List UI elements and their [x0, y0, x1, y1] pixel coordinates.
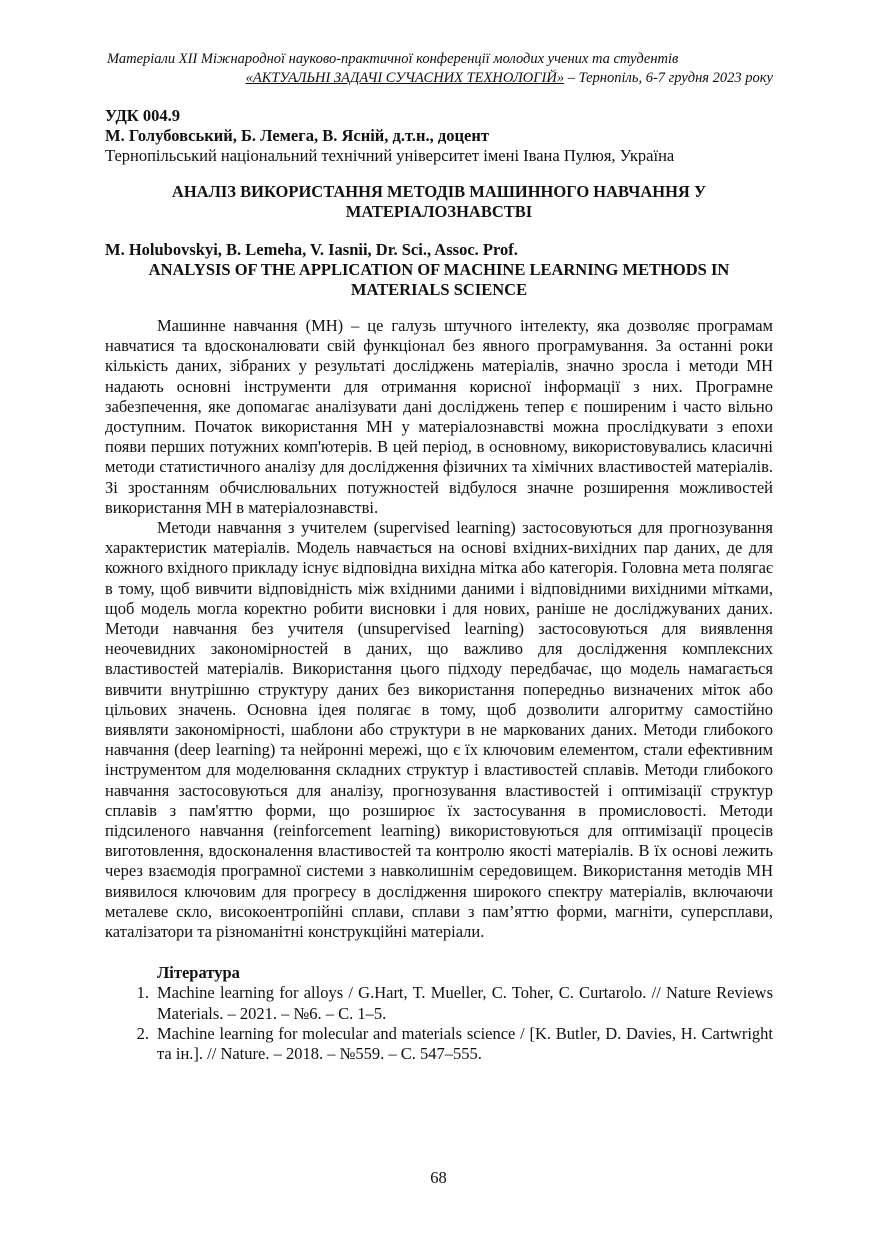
title-en: ANALYSIS OF THE APPLICATION OF MACHINE LEARNING METHODS IN MATERIALS SCIENCE: [148, 260, 730, 299]
authors-en: M. Holubovskyi, B. Lemeha, V. Iasnii, Dr. Sci., Assoc. Prof.: [105, 240, 518, 259]
paragraph: Машинне навчання (МН) – це галузь штучного інтелекту, яка дозволяє програмам навчатися та вдосконалювати свій функціонал без явного програмування. За останні роки кількість даних, зібраних у результаті досліджень матеріалів, значно зросла і методи МН надають основні інструменти для отримання корисної інформації з них. Програмне забезпечення, яке допомагає аналізувати дані досліджень тепер є поширеним і часто вільно доступним. Початок використання МН у матеріалознавстві можна прослідкувати з епохи появи перших потужних комп'ютерів. В цей період, в основному, використовувались класичні методи статистичного аналізу для дослідження фізичних та хімічних властивостей матеріалів. Зі зростанням обчислювальних потужностей відбулося значне розширення можливостей використання МН в матеріалознавстві.: [105, 316, 773, 517]
references-list: [105, 983, 773, 1064]
page-number: 68: [430, 1168, 447, 1187]
paragraph: Методи навчання з учителем (supervised learning) застосовуються для прогнозування характеристик матеріалів. Модель навчається на основі вхідних-вихідних пар даних, де для кожного вхідного прикладу існує відповідна вихідна мітка або категорія. Головна мета полягає в тому, щоб вивчити відповідність між вхідними даними і відповідними вихідними мітками, щоб модель могла коректно робити висновки і для нових, раніше не досліджуваних даних. Методи навчання без учителя (unsupervised learning) застосовуються для виявлення неочевидних закономірностей в даних, що важливо для дослідження комплексних властивостей матеріалів. Використання цього підходу передбачає, що модель намагається вивчити внутрішню структуру даних без використання попередньо визначених міток або цільових значень. Основна ідея полягає в тому, щоб дозволити алгоритму самостійно виявляти закономірності, шаблони або структури в не маркованих даних. Методи глибокого навчання (deep learning) та нейронні мережі, що є їх ключовим елементом, стали ефективним інструментом для моделювання складних структур і властивостей сплавів. Методи глибокого навчання застосовуються для аналізу, прогнозування властивостей і оптимізації структур сплавів з пам'яттю форми, що розширює їх застосування в промисловості. Методи підсиленого навчання (reinforcement learning) використовуються для оптимізації процесів виготовлення, вдосконалення властивостей та контролю якості матеріалів. В їх основі лежить через взаємодія програмної системи з навколишнім середовищем. Використання методів МН виявилося ключовим для прогресу в дослідження широкого спектру матеріалів, включаючи металеве скло, високоентропійні сплави, сплави з пам’яттю форми, магніти, суперсплави, каталізатори та різноманітні конструкційні матеріали.: [105, 518, 773, 942]
references-heading: Література: [157, 963, 240, 983]
reference-item: [105, 1024, 773, 1064]
paper-page: [105, 50, 773, 1064]
reference-number: 2.: [136, 1023, 149, 1043]
udc-code: УДК 004.9: [105, 106, 181, 125]
title-ua: АНАЛІЗ ВИКОРИСТАННЯ МЕТОДІВ МАШИННОГО НАВЧАННЯ У МАТЕРІАЛОЗНАВСТВІ: [171, 182, 707, 221]
running-header-line2: [105, 69, 773, 88]
affiliation: Тернопільський національний технічний університет імені Івана Пулюя, Україна: [105, 146, 675, 165]
authors-ua: М. Голубовський, Б. Лемега, В. Ясній, д.т.н., доцент: [105, 126, 489, 145]
body-text: [105, 316, 773, 942]
running-header-line1: Матеріали XII Міжнародної науково-практичної конференції молодих учених та студентів: [107, 51, 679, 67]
reference-text: Machine learning for molecular and materials science / [K. Butler, D. Davies, H. Cartwright та ін.]. // Nature. – 2018. – №559. – С. 547–555.: [157, 1023, 773, 1063]
reference-number: 1.: [136, 983, 149, 1003]
conference-place-date: – Тернопіль, 6-7 грудня 2023 року: [564, 70, 773, 86]
reference-item: [105, 983, 773, 1023]
reference-text: Machine learning for alloys / G.Hart, T. Mueller, C. Toher, C. Curtarolo. // Nature Reviews Materials. – 2021. – №6. – С. 1–5.: [157, 983, 773, 1023]
conference-title: «АКТУАЛЬНІ ЗАДАЧІ СУЧАСНИХ ТЕХНОЛОГІЙ»: [245, 70, 565, 86]
